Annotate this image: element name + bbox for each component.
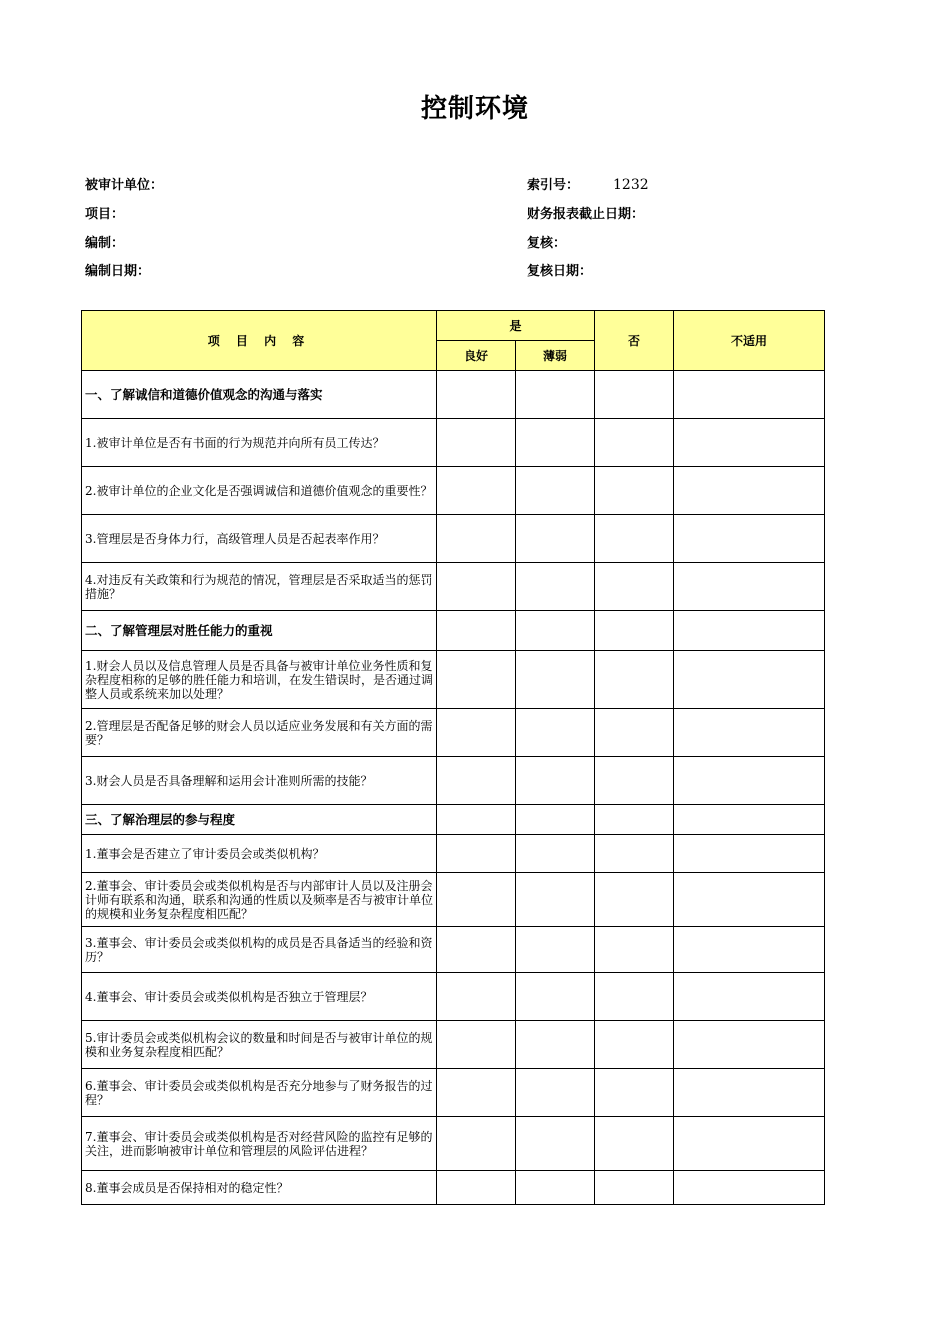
no-cell[interactable]: [595, 611, 674, 651]
na-cell[interactable]: [674, 419, 825, 467]
good-cell[interactable]: [437, 757, 516, 805]
good-cell[interactable]: [437, 371, 516, 419]
weak-cell[interactable]: [516, 835, 595, 873]
na-cell[interactable]: [674, 651, 825, 709]
section-row: [82, 611, 825, 651]
na-cell[interactable]: [674, 1171, 825, 1205]
audited-unit-label: 被审计单位：: [85, 178, 164, 193]
no-cell[interactable]: [595, 835, 674, 873]
no-cell[interactable]: [595, 1021, 674, 1069]
table-row: [82, 973, 825, 1021]
good-cell[interactable]: [437, 805, 516, 835]
question-text: 3.董事会、审计委员会或类似机构的成员是否具备适当的经验和资历？: [82, 927, 437, 973]
table-row: [82, 873, 825, 927]
weak-cell[interactable]: [516, 873, 595, 927]
weak-cell[interactable]: [516, 757, 595, 805]
question-text: 7.董事会、审计委员会或类似机构是否对经营风险的监控有足够的关注，进而影响被审计单位和管理层的风险评估进程？: [82, 1117, 437, 1171]
table-row: [82, 835, 825, 873]
weak-cell[interactable]: [516, 1117, 595, 1171]
good-cell[interactable]: [437, 1117, 516, 1171]
question-text: 2.被审计单位的企业文化是否强调诚信和道德价值观念的重要性？: [82, 467, 437, 515]
weak-cell[interactable]: [516, 371, 595, 419]
no-cell[interactable]: [595, 805, 674, 835]
good-cell[interactable]: [437, 611, 516, 651]
project-label: 项目：: [85, 207, 125, 222]
good-cell[interactable]: [437, 873, 516, 927]
section-row: [82, 805, 825, 835]
period-end-label: 财务报表截止日期：: [527, 207, 645, 222]
weak-cell[interactable]: [516, 611, 595, 651]
question-text: 8.董事会成员是否保持相对的稳定性？: [82, 1171, 437, 1205]
no-cell[interactable]: [595, 709, 674, 757]
good-cell[interactable]: [437, 1171, 516, 1205]
weak-cell[interactable]: [516, 515, 595, 563]
table-row: [82, 1069, 825, 1117]
table-row: [82, 467, 825, 515]
table-row: [82, 927, 825, 973]
index-number-field: [527, 174, 649, 193]
question-text: 2.董事会、审计委员会或类似机构是否与内部审计人员以及注册会计师有联系和沟通，联系和沟通的性质以及频率是否与被审计单位的规模和业务复杂程度相匹配？: [82, 873, 437, 927]
index-number-value: 1232: [613, 177, 649, 193]
good-cell[interactable]: [437, 1021, 516, 1069]
na-cell[interactable]: [674, 467, 825, 515]
section-row: [82, 371, 825, 419]
good-cell[interactable]: [437, 563, 516, 611]
table-row: [82, 515, 825, 563]
no-cell[interactable]: [595, 515, 674, 563]
weak-cell[interactable]: [516, 927, 595, 973]
na-cell[interactable]: [674, 805, 825, 835]
table-row: [82, 419, 825, 467]
section-heading: 二、了解管理层对胜任能力的重视: [82, 611, 437, 651]
no-cell[interactable]: [595, 651, 674, 709]
header-weak: 薄弱: [516, 341, 595, 371]
no-cell[interactable]: [595, 973, 674, 1021]
question-text: 4.对违反有关政策和行为规范的情况，管理层是否采取适当的惩罚措施？: [82, 563, 437, 611]
na-cell[interactable]: [674, 927, 825, 973]
question-text: 3.管理层是否身体力行，高级管理人员是否起表率作用？: [82, 515, 437, 563]
weak-cell[interactable]: [516, 1171, 595, 1205]
question-text: 4.董事会、审计委员会或类似机构是否独立于管理层？: [82, 973, 437, 1021]
na-cell[interactable]: [674, 515, 825, 563]
na-cell[interactable]: [674, 371, 825, 419]
good-cell[interactable]: [437, 709, 516, 757]
good-cell[interactable]: [437, 1069, 516, 1117]
prepared-date-label: 编制日期：: [85, 264, 151, 279]
table-row: [82, 563, 825, 611]
na-cell[interactable]: [674, 757, 825, 805]
no-cell[interactable]: [595, 467, 674, 515]
question-text: 3.财会人员是否具备理解和运用会计准则所需的技能？: [82, 757, 437, 805]
section-heading: 三、了解治理层的参与程度: [82, 805, 437, 835]
good-cell[interactable]: [437, 973, 516, 1021]
no-cell[interactable]: [595, 757, 674, 805]
weak-cell[interactable]: [516, 1069, 595, 1117]
weak-cell[interactable]: [516, 563, 595, 611]
weak-cell[interactable]: [516, 1021, 595, 1069]
question-text: 2.管理层是否配备足够的财会人员以适应业务发展和有关方面的需要？: [82, 709, 437, 757]
good-cell[interactable]: [437, 419, 516, 467]
question-text: 1.被审计单位是否有书面的行为规范并向所有员工传达？: [82, 419, 437, 467]
good-cell[interactable]: [437, 467, 516, 515]
no-cell[interactable]: [595, 873, 674, 927]
header-not-applicable: 不适用: [674, 311, 825, 371]
table-row: [82, 1117, 825, 1171]
header-item-content: 项 目 内 容: [82, 311, 437, 371]
control-environment-checklist: [81, 310, 825, 1205]
no-cell[interactable]: [595, 419, 674, 467]
weak-cell[interactable]: [516, 467, 595, 515]
no-cell[interactable]: [595, 927, 674, 973]
page-title: 控制环境: [420, 94, 529, 124]
good-cell[interactable]: [437, 651, 516, 709]
na-cell[interactable]: [674, 611, 825, 651]
index-number-label: 索引号：: [527, 178, 580, 193]
prepared-by-label: 编制：: [85, 236, 125, 251]
reviewed-by-label: 复核：: [527, 236, 567, 251]
na-cell[interactable]: [674, 835, 825, 873]
question-text: 5.审计委员会或类似机构会议的数量和时间是否与被审计单位的规模和业务复杂程度相匹配？: [82, 1021, 437, 1069]
header-good: 良好: [437, 341, 516, 371]
na-cell[interactable]: [674, 873, 825, 927]
table-row: [82, 757, 825, 805]
no-cell[interactable]: [595, 371, 674, 419]
question-text: 6.董事会、审计委员会或类似机构是否充分地参与了财务报告的过程？: [82, 1069, 437, 1117]
question-text: 1.财会人员以及信息管理人员是否具备与被审计单位业务性质和复杂程度相称的足够的胜任能力和培训，在发生错误时，是否通过调整人员或系统来加以处理？: [82, 651, 437, 709]
table-row: [82, 1021, 825, 1069]
na-cell[interactable]: [674, 1117, 825, 1171]
section-heading: 一、了解诚信和道德价值观念的沟通与落实: [82, 371, 437, 419]
good-cell[interactable]: [437, 515, 516, 563]
weak-cell[interactable]: [516, 805, 595, 835]
table-row: [82, 651, 825, 709]
no-cell[interactable]: [595, 1069, 674, 1117]
weak-cell[interactable]: [516, 973, 595, 1021]
header-yes: 是: [437, 311, 595, 341]
weak-cell[interactable]: [516, 651, 595, 709]
na-cell[interactable]: [674, 563, 825, 611]
reviewed-date-label: 复核日期：: [527, 264, 593, 279]
good-cell[interactable]: [437, 835, 516, 873]
na-cell[interactable]: [674, 973, 825, 1021]
good-cell[interactable]: [437, 927, 516, 973]
no-cell[interactable]: [595, 563, 674, 611]
no-cell[interactable]: [595, 1117, 674, 1171]
table-row: [82, 709, 825, 757]
na-cell[interactable]: [674, 1069, 825, 1117]
table-row: [82, 1171, 825, 1205]
weak-cell[interactable]: [516, 709, 595, 757]
question-text: 1.董事会是否建立了审计委员会或类似机构？: [82, 835, 437, 873]
no-cell[interactable]: [595, 1171, 674, 1205]
na-cell[interactable]: [674, 1021, 825, 1069]
header-no: 否: [595, 311, 674, 371]
weak-cell[interactable]: [516, 419, 595, 467]
na-cell[interactable]: [674, 709, 825, 757]
